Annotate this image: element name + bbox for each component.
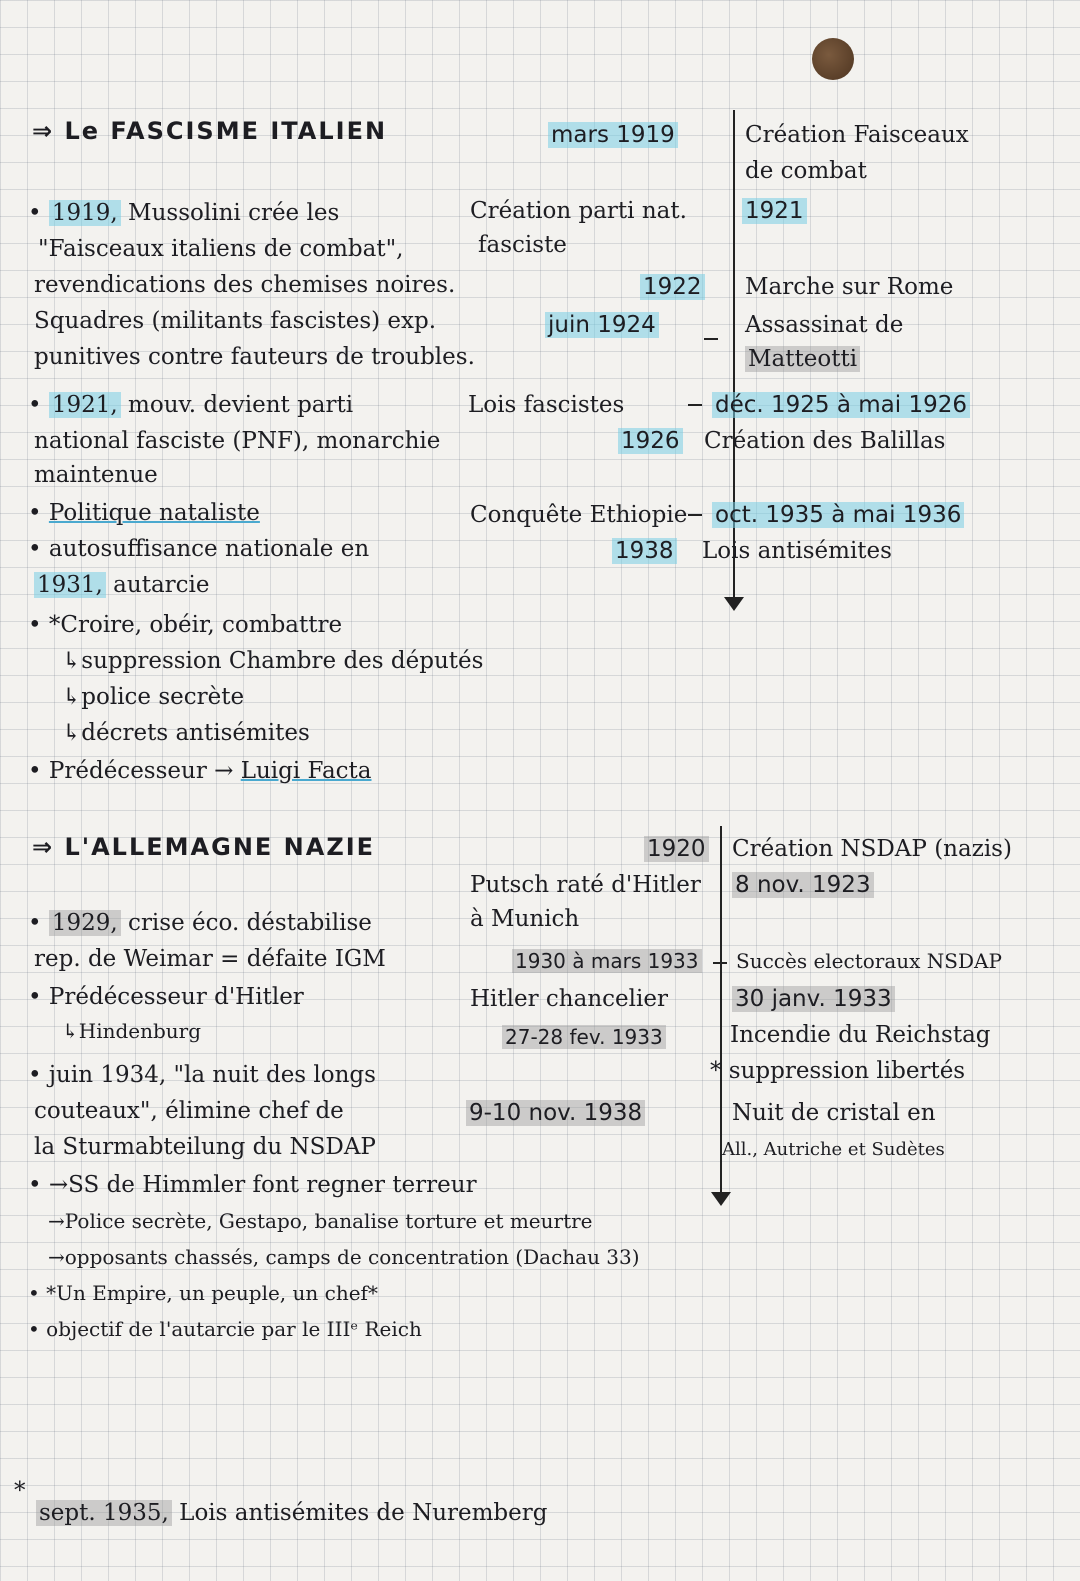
note-subline: →Police secrète, Gestapo, banalise torture et meurtre xyxy=(48,1209,593,1233)
timeline-event: Nuit de cristal en xyxy=(732,1100,936,1126)
timeline-date: 1926 xyxy=(618,428,683,455)
note-line: Squadres (militants fascistes) exp. xyxy=(34,308,437,334)
timeline-label: fasciste xyxy=(478,232,567,258)
section-title-fascisme-italien: ⇒ Le FASCISME ITALIEN xyxy=(32,117,388,145)
timeline-event: All., Autriche et Sudètes xyxy=(722,1139,945,1160)
note-line: • 1919, Mussolini crée les xyxy=(28,200,340,226)
note-line: • autosuffisance nationale en xyxy=(28,536,370,562)
timeline-tick xyxy=(688,404,702,406)
timeline-event: Incendie du Reichstag xyxy=(730,1022,991,1048)
timeline-label: Lois fascistes xyxy=(468,392,625,418)
timeline-date: 1938 xyxy=(612,538,677,565)
timeline-event: Succès electoraux NSDAP xyxy=(736,949,1002,973)
note-subline: ↳Hindenburg xyxy=(62,1019,202,1043)
binder-hole xyxy=(812,38,854,80)
timeline-date: déc. 1925 à mai 1926 xyxy=(712,392,970,419)
note-line: • *Croire, obéir, combattre xyxy=(28,612,343,638)
note-line: la Sturmabteilung du NSDAP xyxy=(34,1134,376,1160)
note-line: "Faisceaux italiens de combat", xyxy=(38,236,404,262)
timeline-label: Création parti nat. xyxy=(470,198,687,224)
note-line: punitives contre fauteurs de troubles. xyxy=(34,344,475,370)
timeline-tick xyxy=(704,338,718,340)
timeline-date: 1930 à mars 1933 xyxy=(512,948,702,975)
note-line: • Politique nataliste xyxy=(28,500,260,526)
timeline-date: 1921 xyxy=(742,198,807,225)
timeline-date: 1922 xyxy=(640,274,705,301)
footnote: sept. 1935, Lois antisémites de Nuremberg xyxy=(36,1500,548,1527)
note-line: • objectif de l'autarcie par le IIIᵉ Reich xyxy=(28,1317,422,1341)
timeline-label: Hitler chancelier xyxy=(470,986,668,1012)
note-line: • →SS de Himmler font regner terreur xyxy=(28,1172,477,1198)
note-line: revendications des chemises noires. xyxy=(34,272,456,298)
timeline-event: Création NSDAP (nazis) xyxy=(732,836,1012,862)
timeline-event: Marche sur Rome xyxy=(745,274,954,300)
note-subline: ↳police secrète xyxy=(62,684,245,710)
note-subline: ↳suppression Chambre des députés xyxy=(62,648,484,674)
note-line: • juin 1934, "la nuit des longs xyxy=(28,1062,376,1088)
timeline-date: 9-10 nov. 1938 xyxy=(466,1100,645,1127)
timeline-label: Conquête Ethiopie xyxy=(470,502,688,528)
note-line: • Prédécesseur d'Hitler xyxy=(28,984,304,1010)
timeline-label: Putsch raté d'Hitler xyxy=(470,872,701,898)
timeline-event: Assassinat de xyxy=(745,312,904,338)
note-line: 1931, autarcie xyxy=(34,572,210,599)
timeline-tick xyxy=(688,514,702,516)
note-subline: →opposants chassés, camps de concentration (Dachau 33) xyxy=(48,1245,640,1269)
note-line: couteaux", élimine chef de xyxy=(34,1098,344,1124)
note-line: • 1929, crise éco. déstabilise xyxy=(28,910,372,936)
timeline-date: 30 janv. 1933 xyxy=(732,986,895,1013)
note-line: • *Un Empire, un peuple, un chef* xyxy=(28,1281,378,1305)
note-line: rep. de Weimar = défaite IGM xyxy=(34,946,386,972)
timeline-event: * suppression libertés xyxy=(710,1058,966,1084)
timeline-arrow-icon xyxy=(724,597,744,611)
timeline-date: 1920 xyxy=(644,836,709,863)
note-subline: ↳décrets antisémites xyxy=(62,720,310,746)
timeline-date: 27-28 fev. 1933 xyxy=(502,1024,666,1051)
timeline-date: juin 1924 xyxy=(545,312,659,339)
timeline-arrow-icon xyxy=(711,1192,731,1206)
note-line: maintenue xyxy=(34,462,158,488)
timeline-event: de combat xyxy=(745,158,867,184)
footnote-star: * xyxy=(14,1478,26,1504)
timeline-tick xyxy=(713,962,727,964)
timeline-event: Matteotti xyxy=(745,346,860,373)
timeline-label: à Munich xyxy=(470,906,580,932)
timeline-event: Lois antisémites xyxy=(702,538,892,564)
timeline-event: Création des Balillas xyxy=(704,428,946,454)
note-line: • Prédécesseur → Luigi Facta xyxy=(28,758,372,784)
timeline-event: Création Faisceaux xyxy=(745,122,969,148)
note-line: • 1921, mouv. devient parti xyxy=(28,392,354,418)
timeline-date: oct. 1935 à mai 1936 xyxy=(712,502,964,529)
section-title-allemagne-nazie: ⇒ L'ALLEMAGNE NAZIE xyxy=(32,833,376,861)
note-line: national fasciste (PNF), monarchie xyxy=(34,428,441,454)
timeline-date: 8 nov. 1923 xyxy=(732,872,874,899)
timeline-date: mars 1919 xyxy=(548,122,678,149)
